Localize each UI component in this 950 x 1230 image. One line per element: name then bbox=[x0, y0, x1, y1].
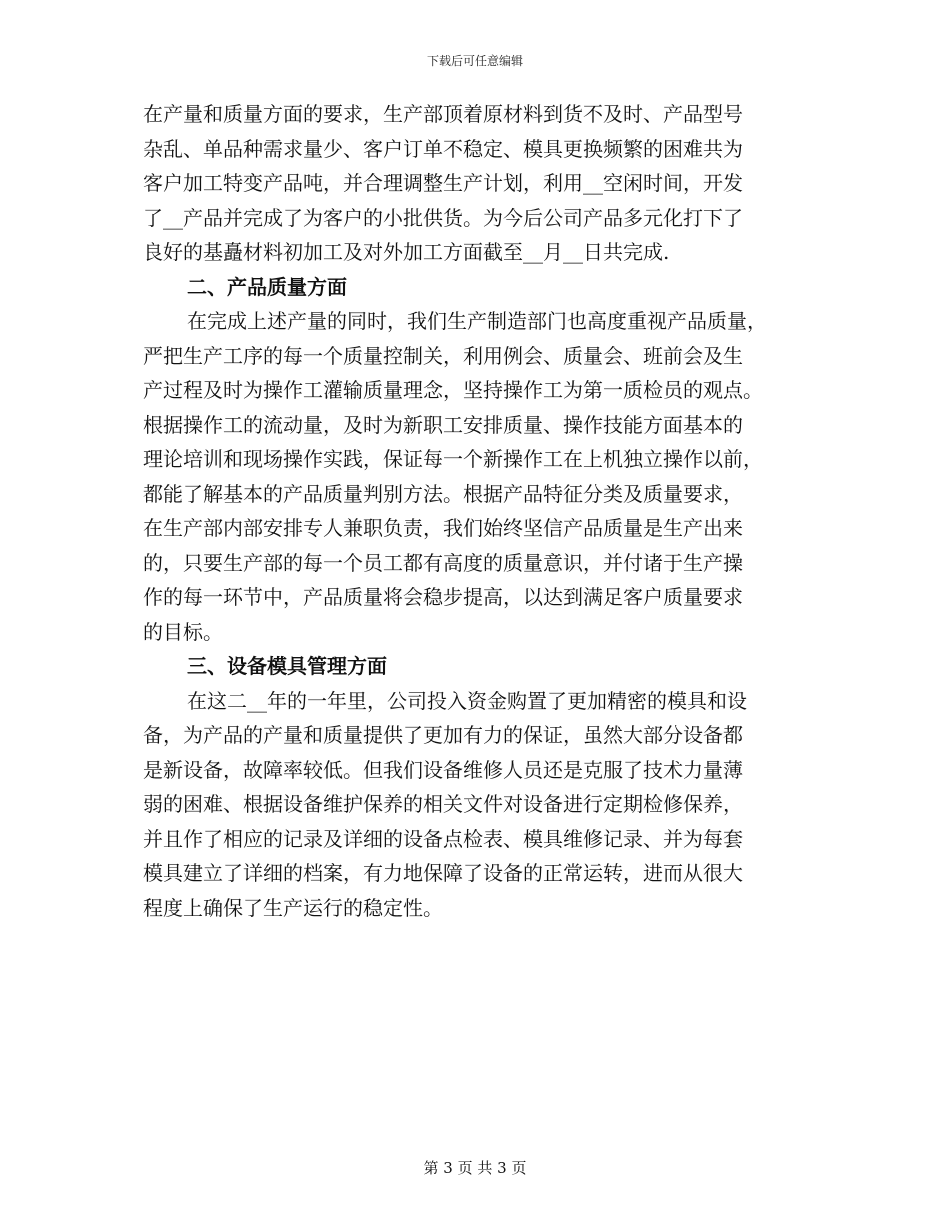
body-line: 程度上确保了生产运行的稳定性。 bbox=[143, 895, 443, 920]
body-line: 在生产部内部安排专人兼职负责，我们始终坚信产品质量是生产出来 bbox=[143, 516, 743, 540]
body-line: 了__产品并完成了为客户的小批供货。为今后公司产品多元化打下了 bbox=[143, 205, 743, 230]
body-line: 作的每一环节中，产品质量将会稳步提高，以达到满足客户质量要求 bbox=[143, 585, 743, 609]
body-line: 的目标。 bbox=[143, 619, 223, 644]
body-line: 严把生产工序的每一个质量控制关，利用例会、质量会、班前会及生 bbox=[143, 343, 743, 368]
body-line: 是新设备，故障率较低。但我们设备维修人员还是克服了技术力量薄 bbox=[143, 757, 743, 782]
section-heading-product-quality: 二、产品质量方面 bbox=[187, 274, 347, 299]
body-line: 并且作了相应的记录及详细的设备点检表、模具维修记录、并为每套 bbox=[143, 826, 743, 851]
page-number-footer: 第 3 页 共 3 页 bbox=[423, 1159, 527, 1177]
page-header: 下载后可任意编辑 bbox=[426, 54, 523, 68]
body-line: 产过程及时为操作工灌输质量理念，坚持操作工为第一质检员的观点。 bbox=[143, 378, 763, 402]
body-line: 都能了解基本的产品质量判别方法。根据产品特征分类及质量要求， bbox=[143, 481, 743, 506]
body-line: 弱的困难、根据设备维护保养的相关文件对设备进行定期检修保养， bbox=[143, 792, 743, 816]
body-line: 良好的基矗材料初加工及对外加工方面截至__月__日共完成. bbox=[143, 240, 670, 264]
body-line: 理论培训和现场操作实践，保证每一个新操作工在上机独立操作以前， bbox=[143, 447, 763, 471]
paragraph-first-line: 在这二__年的一年里，公司投入资金购置了更加精密的模具和设 bbox=[187, 688, 747, 713]
body-line: 的，只要生产部的每一个员工都有高度的质量意识，并付诸于生产操 bbox=[143, 550, 743, 575]
section-heading-equipment-mold: 三、设备模具管理方面 bbox=[187, 654, 387, 678]
body-line: 根据操作工的流动量，及时为新职工安排质量、操作技能方面基本的 bbox=[143, 412, 743, 437]
paragraph-first-line: 在完成上述产量的同时，我们生产制造部门也高度重视产品质量， bbox=[187, 309, 767, 333]
document-body bbox=[143, 97, 808, 925]
body-line: 客户加工特变产品吨，并合理调整生产计划，利用__空闲时间，开发 bbox=[143, 171, 743, 195]
body-line: 在产量和质量方面的要求，生产部顶着原材料到货不及时、产品型号 bbox=[143, 102, 743, 126]
body-line: 备，为产品的产量和质量提供了更加有力的保证，虽然大部分设备都 bbox=[143, 723, 743, 747]
body-line: 杂乱、单品种需求量少、客户订单不稳定、模具更换频繁的困难共为 bbox=[143, 136, 743, 161]
body-line: 模具建立了详细的档案，有力地保障了设备的正常运转，进而从很大 bbox=[143, 861, 743, 885]
